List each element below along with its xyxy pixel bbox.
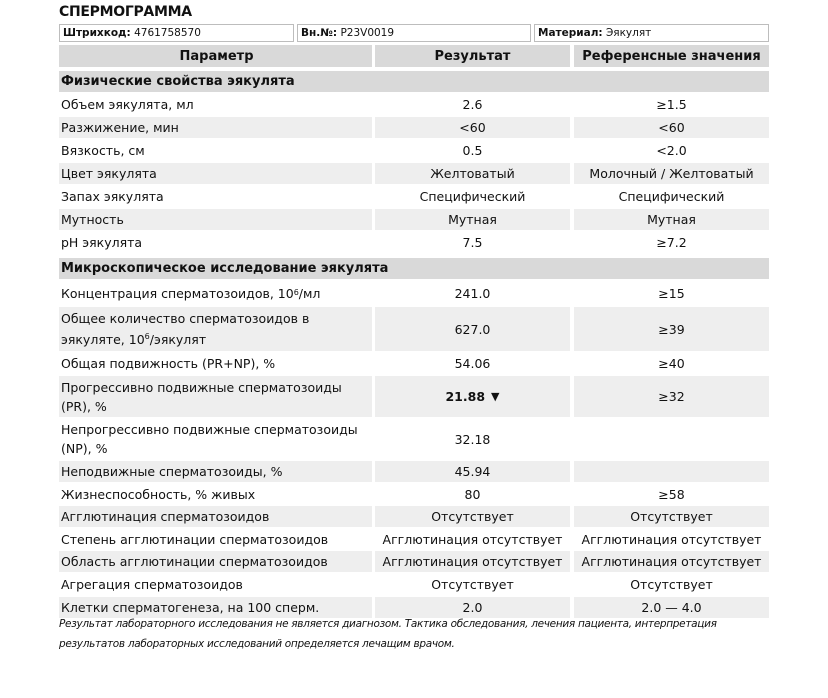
- section-microscopic-examination: Микроскопическое исследование эякулята: [59, 258, 769, 279]
- reference-cell: Отсутствует: [574, 506, 769, 527]
- result-cell: Отсутствует: [431, 577, 514, 592]
- reference-cell: [574, 461, 769, 482]
- param-text-line1: Общее количество сперматозоидов в: [61, 311, 310, 326]
- table-row: [59, 419, 769, 459]
- material-field: [534, 24, 769, 42]
- internal-number-field: [297, 24, 531, 42]
- param-text-line2: (NP), %: [61, 441, 108, 456]
- param-text: эякуляте, 10: [61, 332, 145, 347]
- param-text-line1: Прогрессивно подвижные сперматозоиды: [61, 379, 342, 395]
- info-bar: [59, 24, 769, 42]
- result-cell: 2.6: [462, 97, 483, 112]
- param-cell: Вязкость, см: [61, 143, 145, 158]
- reference-cell: ≥7.2: [656, 235, 687, 250]
- disclaimer-line1: Результат лабораторного исследования не является диагнозом. Тактика обследования, лечения пациента, интерпретация: [59, 618, 717, 630]
- result-cell: 80: [464, 486, 481, 502]
- material-value: Эякулят: [605, 27, 652, 39]
- result-cell: 2.0: [375, 597, 570, 618]
- reference-cell: [574, 419, 769, 459]
- param-cell: Область агглютинации сперматозоидов: [59, 551, 372, 572]
- table-row: [59, 307, 769, 351]
- table-row: [59, 529, 769, 549]
- param-text-line2: [61, 329, 206, 350]
- result-cell: 54.06: [454, 356, 491, 371]
- param-cell: [59, 376, 372, 417]
- param-unit: /мл: [298, 285, 321, 301]
- material-label: Материал:: [538, 27, 603, 39]
- internal-number-value: P23V0019: [340, 27, 395, 39]
- table-row: [59, 163, 769, 184]
- table-row: [59, 551, 769, 572]
- header-reference: Референсные значения: [574, 45, 769, 67]
- param-cell: Клетки сперматогенеза, на 100 сперм.: [59, 597, 372, 618]
- param-cell: [59, 307, 372, 351]
- param-text: Концентрация сперматозоидов, 10: [61, 285, 294, 301]
- param-text-line1: Непрогрессивно подвижные сперматозоиды: [61, 422, 358, 437]
- reference-cell: Мутная: [574, 209, 769, 230]
- table-row: [59, 94, 769, 115]
- table-row: [59, 353, 769, 374]
- param-cell: Агрегация сперматозоидов: [61, 577, 243, 592]
- reference-cell: ≥32: [574, 376, 769, 417]
- reference-cell: 2.0 — 4.0: [574, 597, 769, 618]
- param-cell: Цвет эякулята: [59, 163, 372, 184]
- table-row: [59, 484, 769, 504]
- param-cell: Степень агглютинации сперматозоидов: [61, 531, 329, 547]
- result-cell: 627.0: [375, 307, 570, 351]
- param-cell: Общая подвижность (PR+NP), %: [61, 356, 276, 371]
- table-header: [59, 45, 769, 67]
- table-row: [59, 232, 769, 253]
- table-row: [59, 186, 769, 207]
- table-row: [59, 140, 769, 161]
- param-cell: pH эякулята: [61, 235, 143, 250]
- disclaimer-note: [59, 614, 779, 654]
- param-cell: [59, 419, 372, 459]
- param-cell: Объем эякулята, мл: [61, 97, 194, 112]
- param-cell: Запах эякулята: [61, 189, 164, 204]
- reference-cell: ≥39: [574, 307, 769, 351]
- disclaimer-line2: результатов лабораторных исследований определяется лечащим врачом.: [59, 638, 455, 650]
- param-cell: Разжижение, мин: [59, 117, 372, 138]
- param-cell: Жизнеспособность, % живых: [61, 486, 256, 502]
- param-cell: Агглютинация сперматозоидов: [59, 506, 372, 527]
- barcode-value: 4761758570: [134, 27, 201, 39]
- result-cell: Специфический: [419, 189, 526, 204]
- internal-number-label: Вн.№:: [301, 27, 338, 39]
- result-cell: 32.18: [454, 431, 491, 447]
- table-row: [59, 281, 769, 305]
- table-row: [59, 461, 769, 482]
- below-reference-triangle-icon: ▼: [491, 390, 500, 403]
- table-row: [59, 506, 769, 527]
- param-cell: Концентрация сперматозоидов, 10 6 /мл: [61, 285, 321, 301]
- reference-cell: Отсутствует: [630, 577, 713, 592]
- table-row: [59, 574, 769, 595]
- reference-cell: <2.0: [656, 143, 687, 158]
- result-cell: 7.5: [462, 235, 483, 250]
- barcode-label: Штрихкод:: [63, 27, 131, 39]
- reference-cell: ≥1.5: [656, 97, 687, 112]
- result-cell-flagged: [375, 376, 570, 417]
- header-result: Результат: [375, 45, 570, 67]
- result-cell: 241.0: [454, 285, 491, 301]
- result-cell: <60: [375, 117, 570, 138]
- table-row: [59, 117, 769, 138]
- result-cell: 0.5: [462, 143, 483, 158]
- param-text-line2: (PR), %: [61, 398, 107, 414]
- param-cell: Неподвижные сперматозоиды, %: [59, 461, 372, 482]
- result-cell: Агглютинация отсутствует: [375, 551, 570, 572]
- reference-cell: ≥40: [658, 356, 685, 371]
- result-cell: Желтоватый: [375, 163, 570, 184]
- result-cell: Агглютинация отсутствует: [382, 531, 563, 547]
- reference-cell: ≥58: [658, 486, 685, 502]
- results-table: [59, 45, 769, 618]
- page-title: СПЕРМОГРАММА: [59, 4, 192, 20]
- param-cell: Мутность: [59, 209, 372, 230]
- reference-cell: Агглютинация отсутствует: [581, 531, 762, 547]
- superscript: 6: [144, 331, 150, 341]
- header-parameter: Параметр: [59, 45, 372, 67]
- table-row: [59, 376, 769, 417]
- result-cell: Мутная: [375, 209, 570, 230]
- section-physical-properties: Физические свойства эякулята: [59, 71, 769, 92]
- table-row: [59, 209, 769, 230]
- param-unit: /эякулят: [149, 332, 207, 347]
- result-cell: 45.94: [375, 461, 570, 482]
- reference-cell: Специфический: [618, 189, 725, 204]
- reference-cell: ≥15: [658, 285, 685, 301]
- result-value: 21.88: [445, 389, 486, 404]
- result-cell: Отсутствует: [375, 506, 570, 527]
- reference-cell: Агглютинация отсутствует: [574, 551, 769, 572]
- barcode-field: [59, 24, 294, 42]
- reference-cell: Молочный / Желтоватый: [574, 163, 769, 184]
- reference-cell: <60: [574, 117, 769, 138]
